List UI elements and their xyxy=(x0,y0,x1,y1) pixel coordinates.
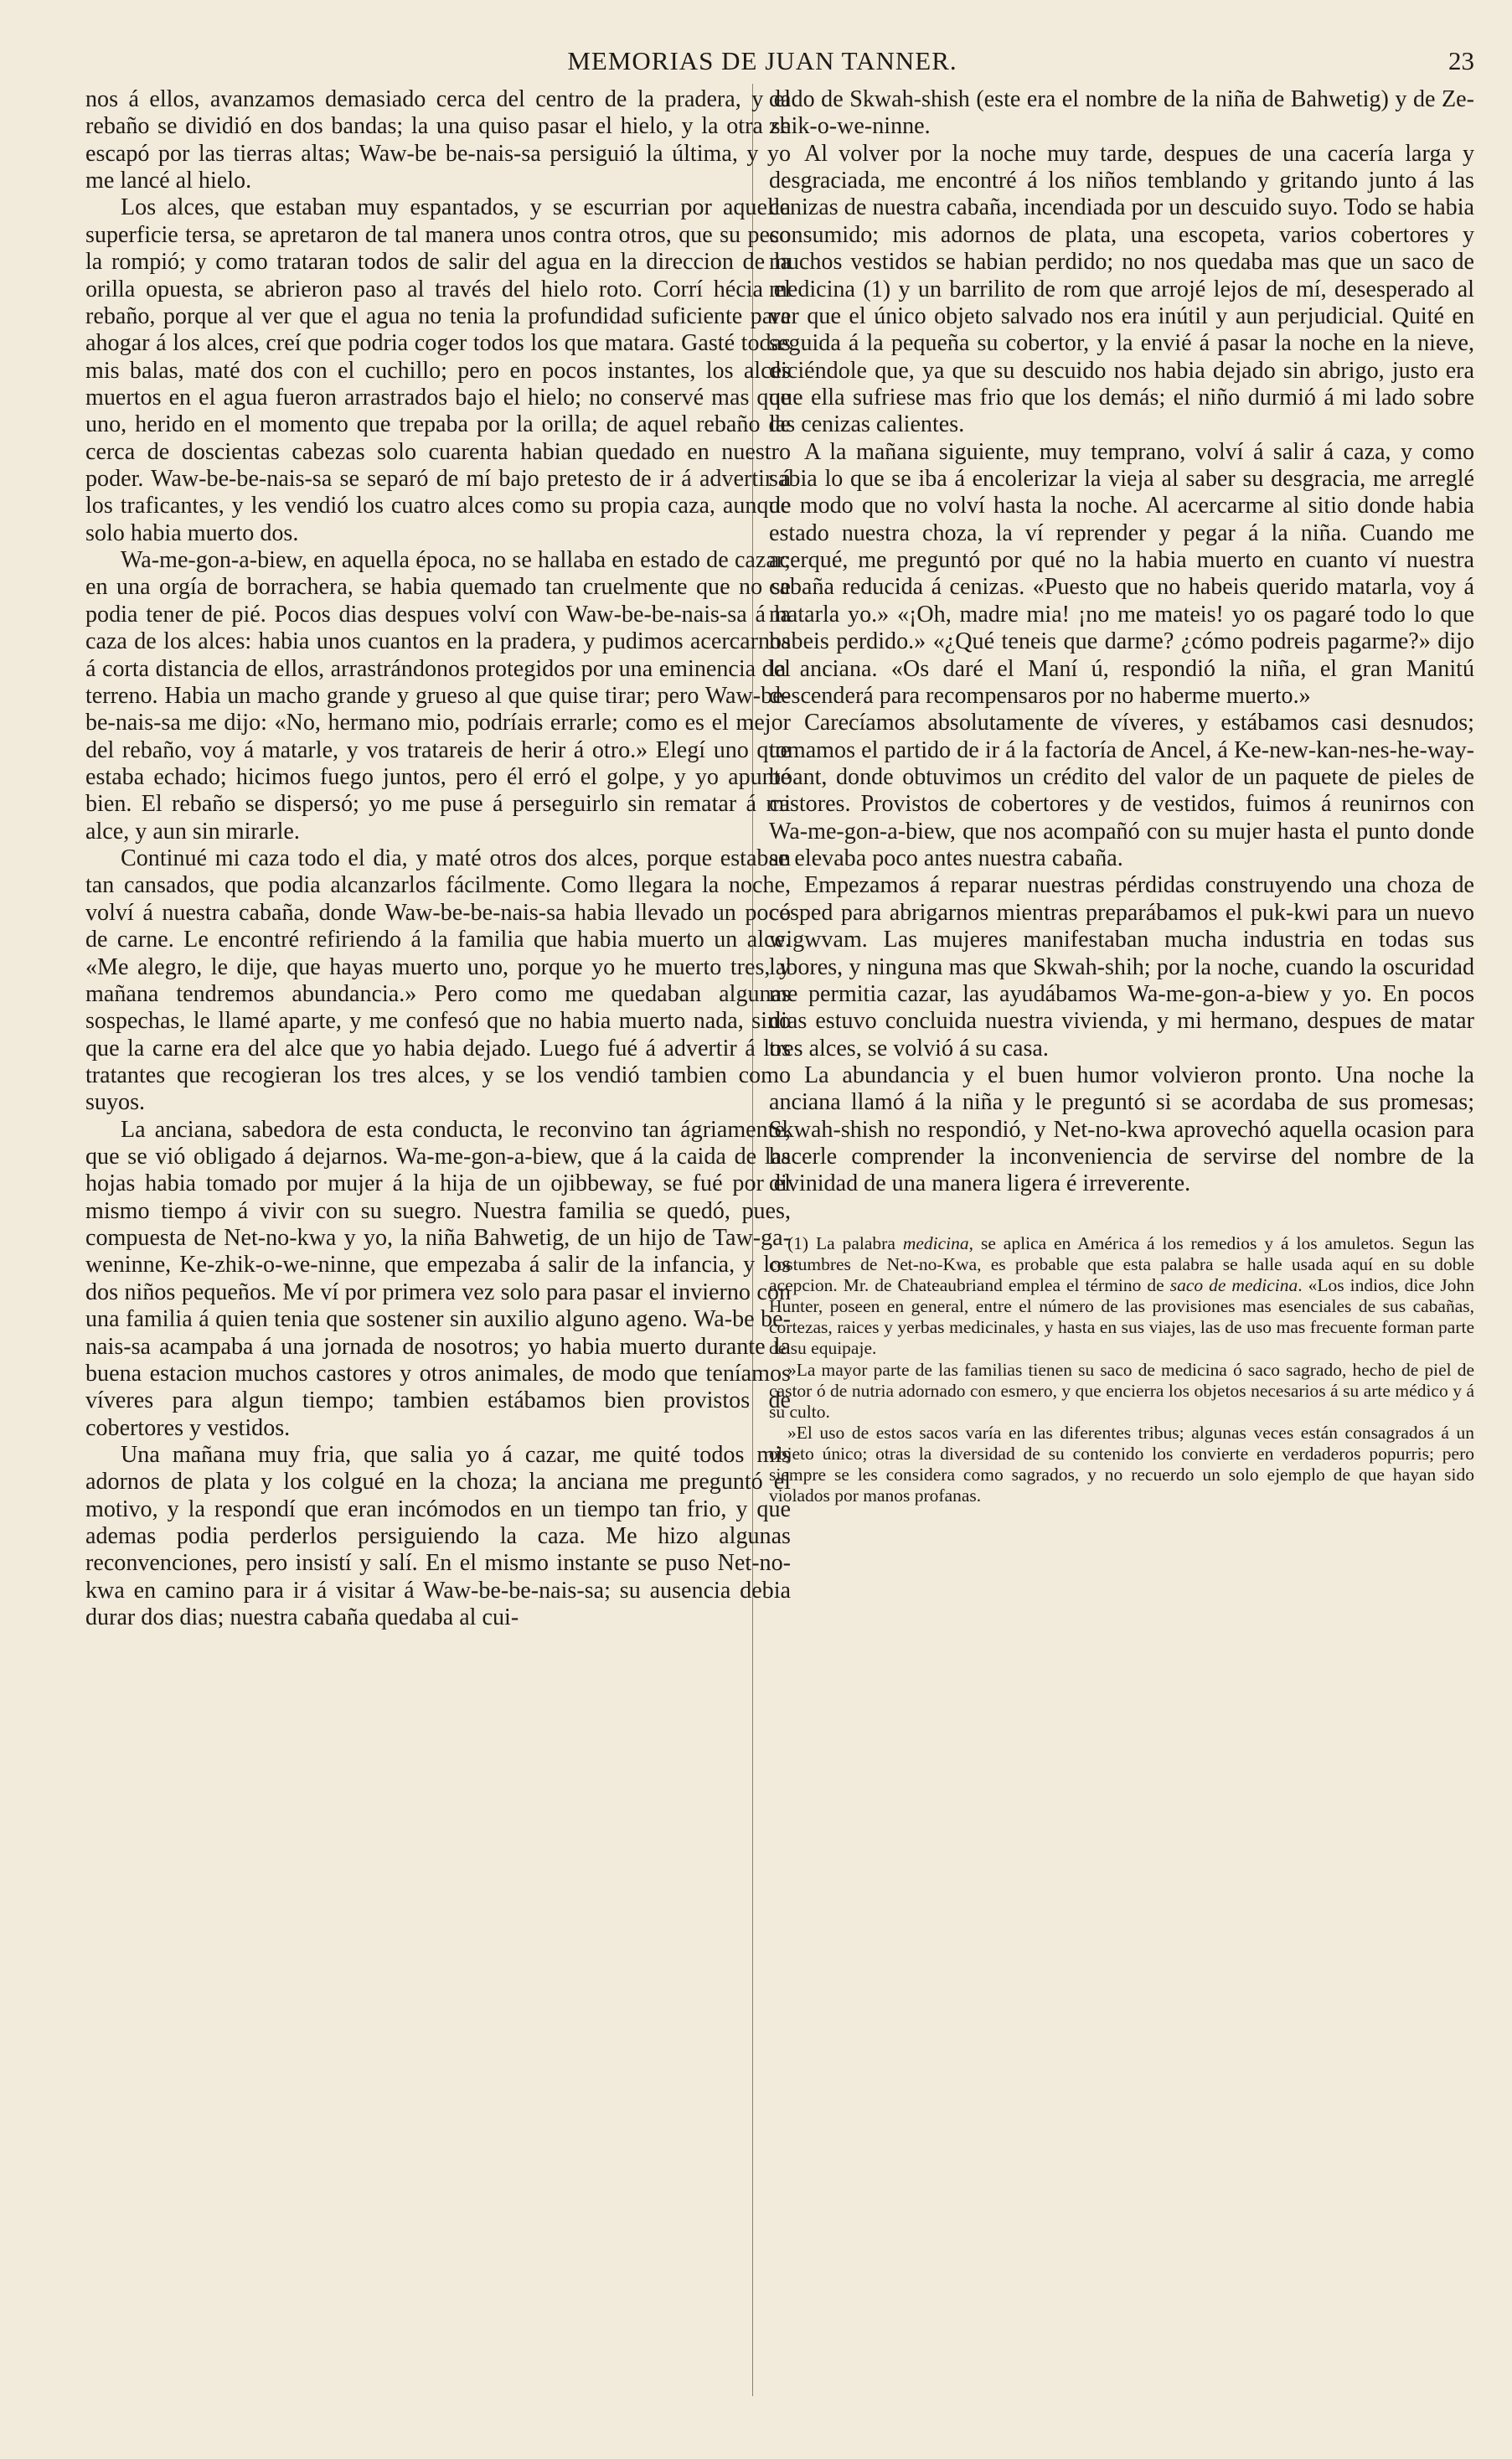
footnote-paragraph: »El uso de estos sacos varía en las diferentes tribus; algunas veces están consagrados á un objeto único; otras la diversidad de su contenido los convierte en verdaderos popurris; pero siempre se les considera como sagrados, y no recuerdo un solo ejemplo de que hayan sido violados por manos profanas. xyxy=(769,1423,1474,1506)
footnote-text: , se aplica en América á los remedios y á los amuletos. Segun las costumbres de Net-no-Kwa, es probable que esta palabra se halle usada aquí en su doble acepcion. Mr. de Chateaubriand emplea el término de xyxy=(769,1232,1474,1296)
paragraph: dado de Skwah-shish (este era el nombre de la niña de Bahwetig) y de Ze-zhik-o-we-ninne. xyxy=(769,86,1474,140)
paragraph: Continué mi caza todo el dia, y maté otros dos alces, porque estaban tan cansados, que podia alcanzarlos fácilmente. Como llegara la noche, volví á nuestra cabaña, donde Waw-be-be-nais-sa habia llevado un poco de carne. Le encontré refiriendo á la familia que habia muerto un alce. «Me alegro, le dije, que hayas muerto uno, porque yo he muerto tres, y mañana tendremos abundancia.» Pero como me quedaban algunas sospechas, le llamé aparte, y me confesó que no habia muerto nada, sino que la carne era del alce que yo habia dejado. Luego fué á advertir á los tratantes que recogieran los tres alces, y se los vendió tambien como suyos. xyxy=(85,845,791,1116)
paragraph: A la mañana siguiente, muy temprano, volví á salir á caza, y como sabia lo que se iba á encolerizar la vieja al saber su desgracia, me arreglé de modo que no volví hasta la noche. Al acercarme al sitio donde habia estado nuestra choza, la ví reprender y pegar á la niña. Cuando me acerqué, me preguntó por qué no la habia muerto en cuanto ví nuestra cabaña reducida á cenizas. «Puesto que no habeis querido matarla, voy á matarla yo.» «¡Oh, madre mia! ¡no me mateis! yo os pagaré todo lo que habeis perdido.» «¿Qué teneis que darme? ¿cómo podreis pagarme?» dijo la anciana. «Os daré el Maní ú, respondió la niña, el gran Manitú descenderá para recompensaros por no haberme muerto.» xyxy=(769,438,1474,709)
footnote-term: saco de medicina xyxy=(1169,1275,1298,1296)
footnotes xyxy=(769,1233,1474,1507)
left-column xyxy=(85,86,791,1631)
paragraph: Empezamos á reparar nuestras pérdidas construyendo una choza de césped para abrigarnos mientras preparábamos el puk-kwi para un nuevo wigwvam. Las mujeres manifestaban mucha industria en todas sus labores, y ninguna mas que Skwah-shih; por la noche, cuando la oscuridad me permitia cazar, las ayudábamos Wa-me-gon-a-biew y yo. En pocos dias estuvo concluida nuestra vivienda, y mi hermano, despues de matar tres alces, se volvió á su casa. xyxy=(769,872,1474,1062)
page-number: 23 xyxy=(1448,46,1474,75)
paragraph: Al volver por la noche muy tarde, despues de una cacería larga y desgraciada, me encontré á los niños temblando y gritando junto á las cenizas de nuestra cabaña, incendiada por un descuido suyo. Todo se habia consumido; mis adornos de plata, una escopeta, varios cobertores y muchos vestidos se habian perdido; no nos quedaba mas que un saco de medicina (1) y un barrilito de rom que arrojé lejos de mí, desesperado al ver que el único objeto salvado nos era inútil y aun perjudicial. Quité en seguida á la pequeña su cobertor, y la envié á pasar la noche en la nieve, diciéndole que, ya que su descuido nos habia dejado sin abrigo, justo era que ella sufriese mas frio que los demás; el niño durmió á mi lado sobre las cenizas calientes. xyxy=(769,140,1474,438)
footnote-text: . «Los indios, dice John Hunter, poseen en general, entre el número de las provisiones mas esenciales de sus cabañas, cortezas, raices y yerbas medicinales, y hasta en sus viajes, las de uso mas frecuente forman parte de su equipaje. xyxy=(769,1275,1475,1359)
paragraph: Carecíamos absolutamente de víveres, y estábamos casi desnudos; tomamos el partido de ir á la factoría de Ancel, á Ke-new-kan-nes-he-way-boant, donde obtuvimos un crédito del valor de un paquete de pieles de castores. Provistos de cobertores y de vestidos, fuimos á reunirnos con Wa-me-gon-a-biew, que nos acompañó con su mujer hasta el punto donde se elevaba poco antes nuestra cabaña. xyxy=(769,710,1474,872)
footnote-1 xyxy=(769,1233,1474,1360)
footnote-term: medicina xyxy=(902,1232,969,1253)
footnote-paragraph: »La mayor parte de las familias tienen su saco de medicina ó saco sagrado, hecho de piel de castor ó de nutria adornado con esmero, y que encierra los objetos necesarios á su arte médico y á su culto. xyxy=(769,1359,1474,1422)
footnote-intro: (1) La palabra xyxy=(787,1232,895,1253)
running-title: MEMORIAS DE JUAN TANNER. xyxy=(567,46,957,75)
paragraph: nos á ellos, avanzamos demasiado cerca del centro de la pradera, y el rebaño se dividió en dos bandas; la una quiso pasar el hielo, y la otra se escapó por las tierras altas; Waw-be be-nais-sa persiguió la última, y yo me lancé al hielo. xyxy=(85,86,791,194)
paragraph: Wa-me-gon-a-biew, en aquella época, no se hallaba en estado de cazar; en una orgía de borrachera, se habia quemado tan cruelmente que no se podia tener de pié. Pocos dias despues volví con Waw-be-be-nais-sa á la caza de los alces: habia unos cuantos en la pradera, y pudimos acercarnos á corta distancia de ellos, arrastrándonos protegidos por una eminencia del terreno. Habia un macho grande y grueso al que quise tirar; pero Waw-be-be-nais-sa me dijo: «No, hermano mio, podríais errarle; como es el mejor del rebaño, voy á matarle, y vos tratareis de herir á otro.» Elegí uno que estaba echado; hicimos fuego juntos, pero él erró el golpe, y yo apunté bien. El rebaño se dispersó; yo me puse á perseguirlo sin rematar á mi alce, y aun sin mirarle. xyxy=(85,547,791,845)
paragraph: La anciana, sabedora de esta conducta, le reconvino tan ágriamente, que se vió obligado á dejarnos. Wa-me-gon-a-biew, que á la caida de las hojas habia tomado por mujer á la hija de un ojibbeway, se fué por el mismo tiempo á vivir con su suegro. Nuestra familia se quedó, pues, compuesta de Net-no-kwa y yo, la niña Bahwetig, de un hijo de Taw-ga-weninne, Ke-zhik-o-we-ninne, que empezaba á salir de la infancia, y los dos niños pequeños. Me ví por primera vez solo para pasar el invierno con una familia á quien tenia que sostener sin auxilio alguno ageno. Wa-be be-nais-sa acampaba á una jornada de nosotros; yo habia muerto durante la buena estacion muchos castores y otros animales, de modo que teníamos víveres para algun tiempo; tambien estábamos bien provistos de cobertores y vestidos. xyxy=(85,1116,791,1441)
paragraph: Los alces, que estaban muy espantados, y se escurrian por aquella superficie tersa, se apretaron de tal manera unos contra otros, que su peso la rompió; y como trataran todos de salir del agua en la direccion de la orilla opuesta, se abrieron paso al través del hielo roto. Corrí hécia el rebaño, porque al ver que el agua no tenia la profundidad suficiente para ahogar á los alces, creí que podria coger todos los que matara. Gasté todas mis balas, maté dos con el cuchillo; pero en pocos instantes, los alces muertos en el agua fueron arrastrados bajo el hielo; no conservé mas que uno, herido en el momento que trepaba por la orilla; de aquel rebaño de cerca de doscientas cabezas solo cuarenta habian quedado en nuestro poder. Waw-be-be-nais-sa se separó de mí bajo pretesto de ir á advertir á los traficantes, y les vendió los cuatro alces como su propia caza, aunque solo habia muerto dos. xyxy=(85,194,791,546)
right-column xyxy=(769,86,1474,1507)
page-header xyxy=(50,46,1474,84)
paragraph: Una mañana muy fria, que salia yo á cazar, me quité todos mis adornos de plata y los colgué en la choza; la anciana me preguntó el motivo, y la respondí que eran incómodos en un tiempo tan frio, y que ademas podia perderlos persiguiendo la caza. Me hizo algunas reconvenciones, pero insistí y salí. En el mismo instante se puso Net-no-kwa en camino para ir á visitar á Waw-be-be-nais-sa; su ausencia debia durar dos dias; nuestra cabaña quedaba al cui- xyxy=(85,1441,791,1631)
paragraph: La abundancia y el buen humor volvieron pronto. Una noche la anciana llamó á la niña y le preguntó si se acordaba de sus promesas; Skwah-shish no respondió, y Net-no-kwa aprovechó aquella ocasion para hacerle comprender la inconveniencia de servirse del nombre de la divinidad de una manera ligera é irreverente. xyxy=(769,1062,1474,1197)
